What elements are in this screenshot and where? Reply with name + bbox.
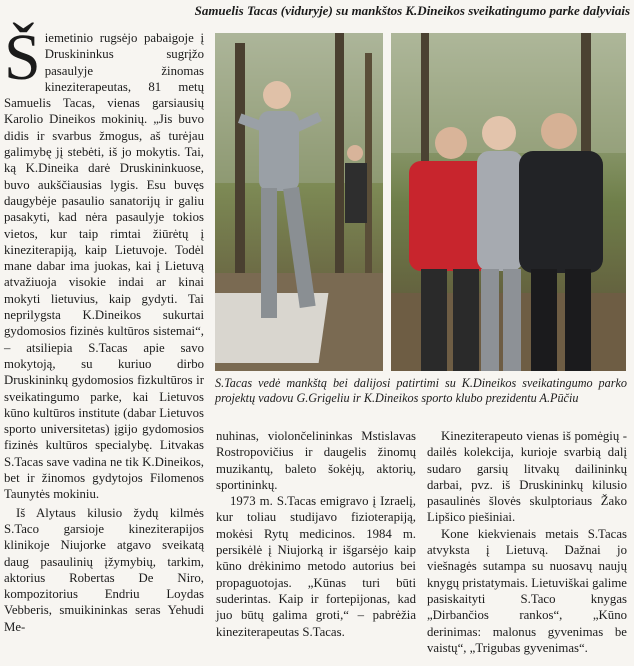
article-paragraph: Kineziterapeuto vienas iš pomėgių - dailės kolekcija, kurioje svarbią dalį sudaro garsių litvakų dailininkų darbai, pvz. iš Druskininkų kilusio pasaulinės šlovės skulptoriaus Žako Lipšico piešiniai. [427,429,627,525]
article-column-3 [427,428,627,656]
article-paragraph: 1973 m. S.Tacas emigravo į Izraelį, kur toliau studijavo fizioterapiją, mokėsi Rytų medicinos. 1984 m. persikėlė į Niujorką ir išgarsėjo kaip kūno drėkinimo metodo autorius bei propaguotojas. „Kūnas turi būti suderintas. Kaip ir fortepijonas, kad juo būtų galima groti,“ – pabrėžia kineziterapeutas S.Tacas. [216,494,416,639]
photo-group-image [391,33,626,371]
article-column-2 [216,428,416,640]
article-paragraph: Iš Alytaus kilusio žydų kilmės S.Taco garsioje kineziterapijos klinikoje Niujorke atgavo sveikatą daug pasaulinių įžymybių, tarkim, aktorius Robertas De Niro, kompozitorius Endriu Loydas Vebberis, smuikininkas seras Yehudi Me- [4,505,204,634]
article-paragraph: Kone kiekvienais metais S.Tacas atvyksta į Lietuvą. Dažnai jo viešnagės sutampa su nuosavų naujų knygų pristatymais. Lietuviškai galime pasiskaityti S.Taco knygas „Dirbančios rankos“, „Kūno derinimas: malonus gyvenimas be vaistų“, „Trigubas gyvenimas“. [427,526,627,655]
article-column-1 [4,21,204,635]
photo-caption: S.Tacas vedė mankštą bei dalijosi patirtimi su K.Dineikos sveikatingumo parko projektų vadovu G.Grigeliu ir K.Dineikos sporto klubo prezidentu A.Pūčiu [215,376,627,405]
header-photo-caption: Samuelis Tacas (viduryje) su mankštos K.Dineikos sveikatingumo parke dalyviais [194,3,630,18]
article-paragraph: nuhinas, violončelininkas Mstislavas Rostropovičius ir daugelis žinomų muzikantų, baleto šokėjų, aktorių, sportininkų. [216,429,416,492]
drop-cap: Š [4,21,41,94]
photo-exercise-image [215,33,383,371]
photo-exercise-session [215,33,383,371]
photo-group-portrait [391,33,626,371]
article-paragraph: iemetinio rugsėjo pabaigoje į Druskininkus sugrįžo pasaulyje žinomas kineziterapeutas, 81 metų Samuelis Tacas, vienas garsiausių Karolio Dineikos mokinių. „Jis buvo didis ir svarbus žmogus, aš turėjau galimybę jį stebėti, iš jo mokytis. Tai, ką K.Dineika darė Druskininkuose, buvo aukščiausias lygis. Esu buvęs daugybėje pasaulio sanatorijų ir galiu pasakyti, kad nėra pasaulyje tokios vietos, kur taip rimtai žiūrėtų į kineziterapiją, kaip Lietuvoje. Todėl mane dabar ima juokas, kai į Lietuvą atvažiuoja visokie indai ar kinai mokyti lietuvius, kaip gydyti. Tai neprilygsta K.Dineikos sukurtai gydomosios fizinės kultūros sistemai“, – atsiliepia S.Tacas apie savo mokytoją, su kuriuo dirbo Druskininkų gydomosios fizkultūros ir sveikatingumo parke, kai Lietuvos kūno kultūros institute (dabar Lietuvos sporto universitetas) įgijo gydomosios fizinės kultūros specialybę. Litvakas S.Tacas save vadina ne tik K.Dineikos, bet ir žinomos gydytojos Filomenos Taunytės mokiniu. [4,31,204,502]
